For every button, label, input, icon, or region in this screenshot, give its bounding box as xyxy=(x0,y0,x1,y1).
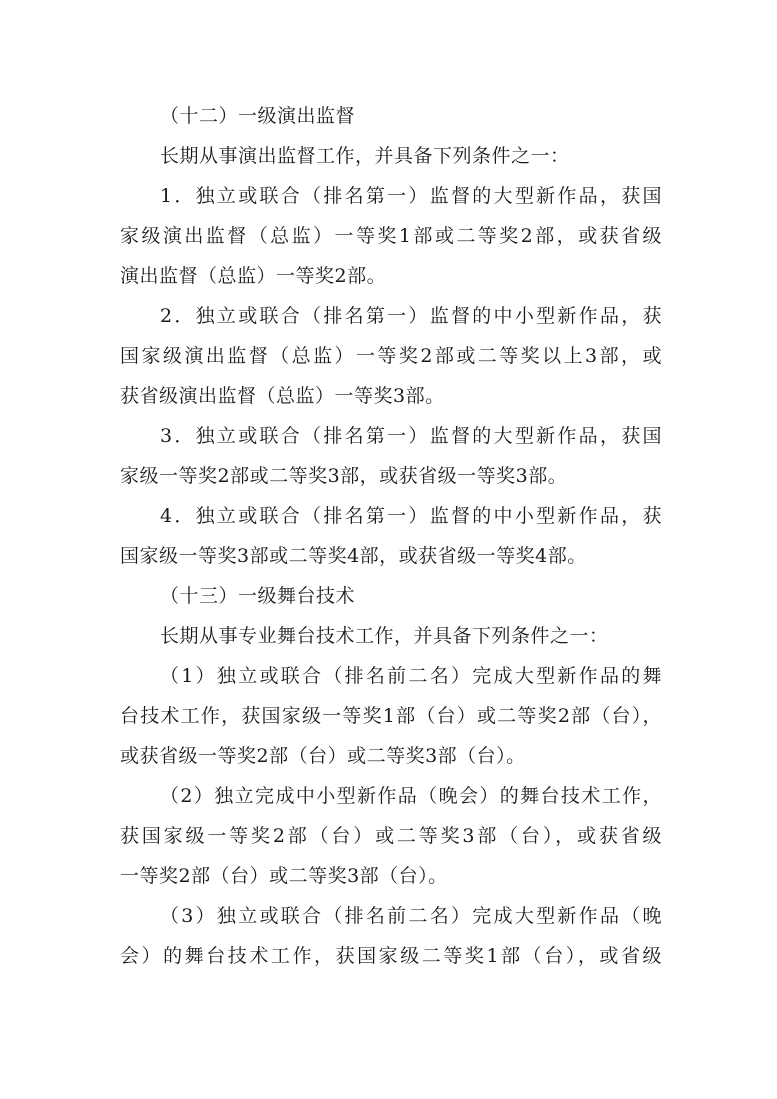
paragraph-line: 获省级演出监督（总监）一等奖3部。 xyxy=(120,385,445,407)
paragraph-line: 家级一等奖2部或二等奖3部，或获省级一等奖3部。 xyxy=(120,465,568,487)
paragraph-line: 4．独立或联合（排名第一）监督的中小型新作品，获 xyxy=(160,505,662,527)
paragraph-line: 3．独立或联合（排名第一）监督的大型新作品，获国 xyxy=(160,425,662,447)
paragraph-line: 长期从事专业舞台技术工作，并具备下列条件之一： xyxy=(160,625,609,647)
paragraph-line: 家级演出监督（总监）一等奖1部或二等奖2部，或获省级 xyxy=(120,225,662,247)
section-heading-13: （十三）一级舞台技术 xyxy=(160,585,356,607)
paragraph-line: 或获省级一等奖2部（台）或二等奖3部（台）。 xyxy=(120,745,526,767)
paragraph-line: 获国家级一等奖2部（台）或二等奖3部（台），或获省级 xyxy=(120,825,662,847)
paragraph-line: 2．独立或联合（排名第一）监督的中小型新作品，获 xyxy=(160,305,662,327)
paragraph-line: （1）独立或联合（排名前二名）完成大型新作品的舞 xyxy=(160,665,662,687)
paragraph-line: 会）的舞台技术工作，获国家级二等奖1部（台），或省级 xyxy=(120,945,662,967)
paragraph-line: 演出监督（总监）一等奖2部。 xyxy=(120,265,387,287)
paragraph-line: 国家级演出监督（总监）一等奖2部或二等奖以上3部，或 xyxy=(120,345,662,367)
paragraph-line: （3）独立或联合（排名前二名）完成大型新作品（晚 xyxy=(160,905,662,927)
paragraph-line: 台技术工作，获国家级一等奖1部（台）或二等奖2部（台）， xyxy=(120,705,662,727)
document-body xyxy=(120,96,662,976)
paragraph-line: 一等奖2部（台）或二等奖3部（台）。 xyxy=(120,865,448,887)
paragraph-line: 国家级一等奖3部或二等奖4部，或获省级一等奖4部。 xyxy=(120,545,587,567)
paragraph-line: （2）独立完成中小型新作品（晚会）的舞台技术工作， xyxy=(160,785,662,807)
section-heading-12: （十二）一级演出监督 xyxy=(160,105,356,127)
paragraph-line: 长期从事演出监督工作，并具备下列条件之一： xyxy=(160,145,570,167)
paragraph-line: 1．独立或联合（排名第一）监督的大型新作品，获国 xyxy=(160,185,662,207)
